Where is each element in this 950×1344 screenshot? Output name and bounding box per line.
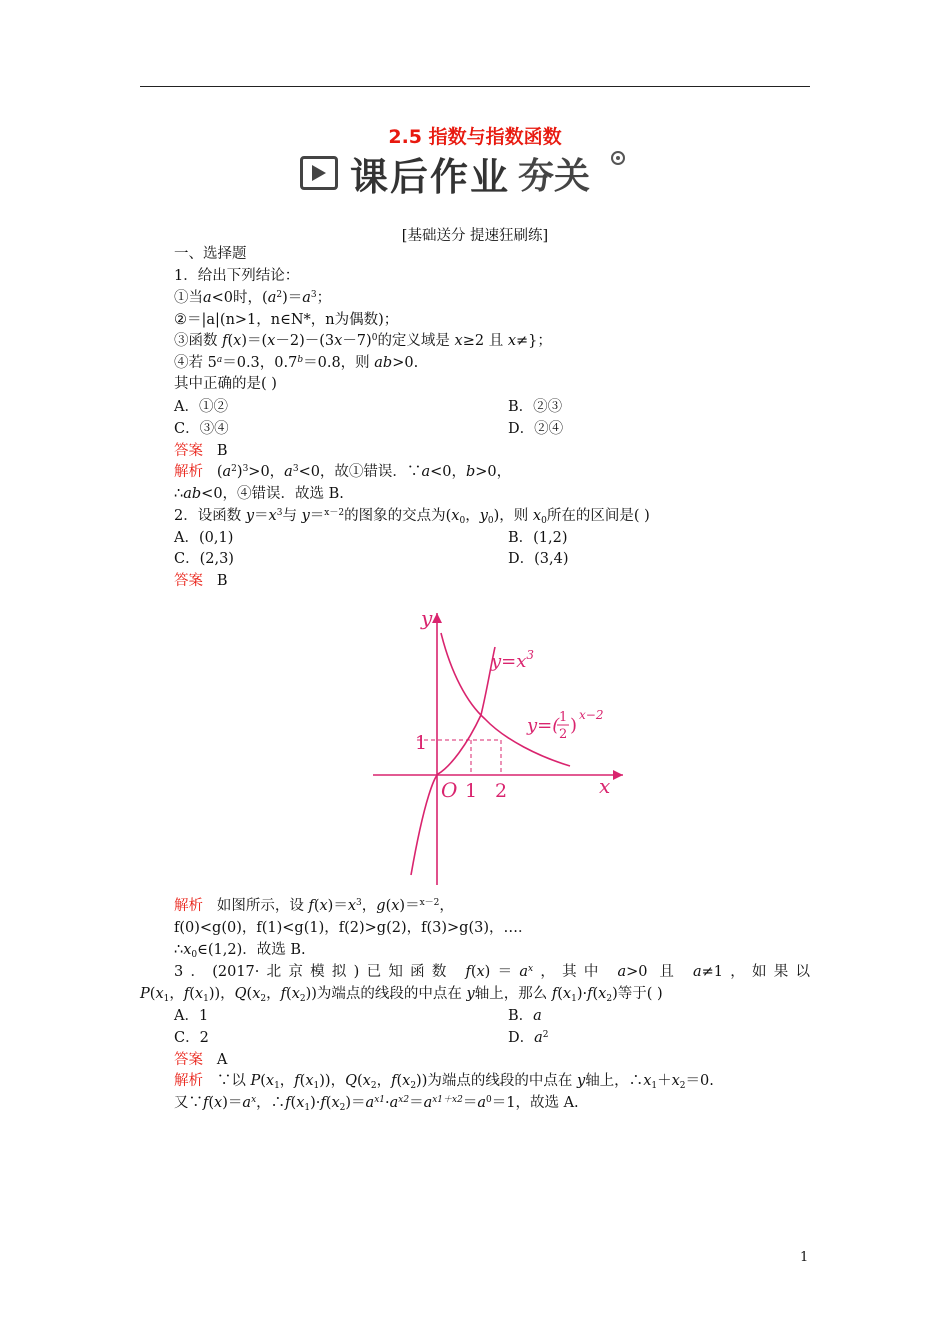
banner-text: 课后作业 [350,154,511,199]
subtitle: [基础送分 提速狂刷练] [401,228,549,244]
curve2-label: y=( [527,715,560,736]
q3-answer: 答案 A [174,1052,228,1068]
tick-x2: 2 [495,780,508,802]
curve2-close: ) [570,715,578,736]
q1-option-d: D．②④ [508,421,564,437]
q2-explanation-3: $\therefore x_0\in(1,2)$．故选 B. [174,942,306,960]
brand-logo [516,150,628,196]
tick-x1: 1 [465,780,478,802]
q3-option-b: B．a [508,1008,542,1024]
q2-explanation-2: f(0)<g(0)，f(1)<g(1)，f(2)>g(2)，f(3)>g(3)，…． [174,920,533,936]
q1-ask: 其中正确的是( ) [174,376,277,392]
q2-explanation-1: 解析 如图所示，设 $f(x)=x^3$，g(x)＝$^{x-2}$， [174,898,454,914]
q2-answer: 答案 B [174,573,228,589]
q1-answer: 答案 B [174,443,228,459]
q2-option-d: D．(3,4) [508,551,569,567]
page-number: 1 [800,1250,809,1265]
brand-logo-text: 夯关 [518,156,591,196]
q2-option-b: B．(1,2) [508,530,568,546]
q1-statement-1: ①当a<0时，$(a^2)=a^3$； [174,290,332,306]
q3-option-d: D．$a^2$ [508,1030,549,1046]
top-rule [140,86,810,87]
q1-explanation-2: ∴ab<0，④错误．故选 B. [174,486,344,502]
q1-stem: 1．给出下列结论： [174,268,300,284]
function-graph [355,595,630,890]
q3-explanation-1: 解析 ∵以 $P(x_1$，$f(x_1)$)，$Q(x_2$，$f(x_2)$)为端点的线段的中点在 y轴上，$\therefore x_1+x_2=0$. [174,1073,714,1091]
q1-statement-2: ②＝|a|(n>1，n∈N*，n为偶数)； [174,312,399,328]
q3-option-c: C．2 [174,1030,209,1046]
q1-option-c: C．③④ [174,421,229,437]
curve2-exponent: x−2 [579,708,604,722]
curve-x-cubed [411,647,495,875]
q1-option-b: B．②③ [508,399,563,415]
x-axis-label: x [599,774,611,798]
q3-stem-line-1: 3．(2017·北京模拟)已知函数 $f(x)=a^x$，其中 a>0 且 a≠1，如果以 [174,964,811,980]
q1-explanation-1: 解析 $(a^2)^3>0$，$a^3<0$，故①错误．∵a<0，b>0， [174,464,512,480]
tick-y1: 1 [415,732,428,754]
y-axis-label: y [421,606,433,630]
q3-explanation-2: 又$\because f(x)=a^x$，$\therefore f(x_1)\cdot f(x_2)=a^{x1}\cdot a^{x2}=a^{x1+x2}=a^0=1$，故选 A. [174,1095,579,1113]
page-title: 2.5 指数与指数函数 [388,126,562,148]
guide-dashed [417,740,501,775]
origin-label: O [441,778,458,802]
curve1-label: $y=x^3$ [491,648,535,672]
q2-option-c: C．(2,3) [174,551,234,567]
q1-statement-3: ③函数 $f(x)=(x-2)-(3x-7)^0$的定义域是 x≥2 且 x≠}； [174,333,552,349]
q2-option-a: A．(0,1) [174,530,234,546]
x-axis-arrow [613,770,623,780]
play-icon [300,156,338,190]
y-axis-arrow [432,613,442,623]
q3-stem-line-2: $P(x_1$，$f(x_1)$)，$Q(x_2$，$f(x_2)$)为端点的线段的中点在 y轴上，那么 $f(x_1)\cdot f(x_2)$等于( ) [140,986,663,1004]
curve2-fraction-num: 1 [559,710,568,725]
curve2-fraction-den: 2 [559,727,568,742]
section-heading: 一、选择题 [174,246,247,262]
q1-statement-4: ④若 $5^a=0.3$，0.7$^b$＝0.8，则 ab>0. [174,355,419,371]
q2-stem: 2．设函数 $y=x^3$与 y＝$^{x-2}$的图象的交点为($x_0$，$y_0$)，则 $x_0$所在的区间是( ) [174,508,650,526]
homework-banner [300,150,628,199]
q3-option-a: A．1 [174,1008,209,1024]
q1-option-a: A．①② [174,399,228,415]
